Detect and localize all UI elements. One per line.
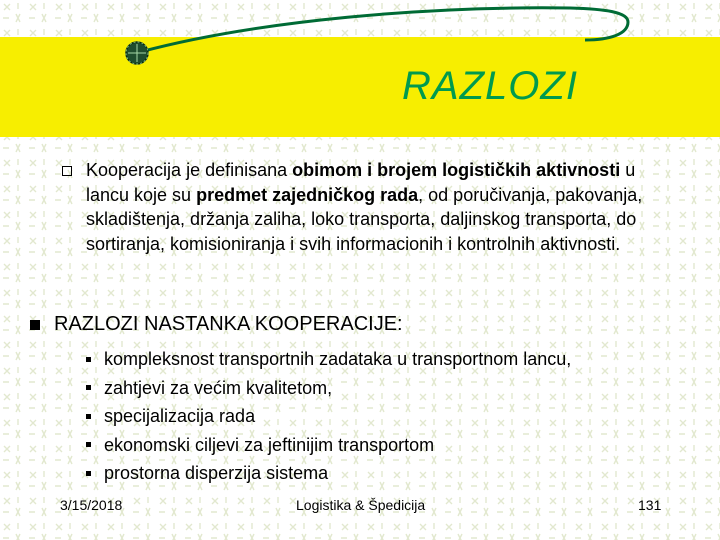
- paragraph-text: [86, 158, 682, 256]
- list-item: [86, 345, 571, 374]
- small-square-bullet-icon: [86, 414, 91, 419]
- small-square-bullet-icon: [86, 357, 91, 362]
- footer-title: Logistika & Špedicija: [296, 497, 426, 513]
- paragraph-part: u lancu koje su: [86, 160, 636, 205]
- reasons-list: [86, 345, 571, 488]
- list-item-text: kompleksnost transportnih zadataka u transportnom lancu,: [104, 349, 572, 369]
- slide-number: 131: [638, 497, 662, 513]
- list-item: [86, 431, 571, 460]
- list-item-text: specijalizacija rada: [104, 406, 256, 426]
- small-square-bullet-icon: [86, 471, 91, 476]
- paragraph-bold: predmet zajedničkog rada: [196, 184, 419, 205]
- list-item-text: zahtjevi za većim kvalitetom,: [104, 377, 333, 398]
- list-item-text: ekonomski ciljevi za jeftinijim transportom: [104, 434, 435, 455]
- footer-date: 3/15/2018: [60, 497, 123, 513]
- square-bullet-icon: [30, 320, 40, 330]
- slide-title: RAZLOZI: [402, 64, 578, 108]
- hollow-square-bullet-icon: [62, 166, 72, 176]
- list-item: [86, 459, 571, 488]
- definition-paragraph: [62, 158, 682, 256]
- section-heading: [30, 313, 403, 336]
- paragraph-part: , od poručivanja, pakovanja, skladištenja, držanja zaliha, loko transporta, daljinskog transporta, do sortiranja, komisioniranja i svih informacionih i kontrolnih aktivnosti.: [86, 184, 643, 254]
- small-square-bullet-icon: [86, 442, 91, 447]
- paragraph-part: Kooperacija je definisana: [86, 160, 293, 180]
- list-item: [86, 374, 571, 403]
- section-heading-text: RAZLOZI NASTANKA KOOPERACIJE:: [54, 313, 403, 335]
- globe-orb-icon: [124, 40, 150, 66]
- list-item-text: prostorna disperzija sistema: [104, 463, 329, 483]
- small-square-bullet-icon: [86, 385, 91, 390]
- paragraph-bold: obimom i brojem logističkih aktivnosti: [292, 160, 621, 180]
- list-item: [86, 402, 571, 431]
